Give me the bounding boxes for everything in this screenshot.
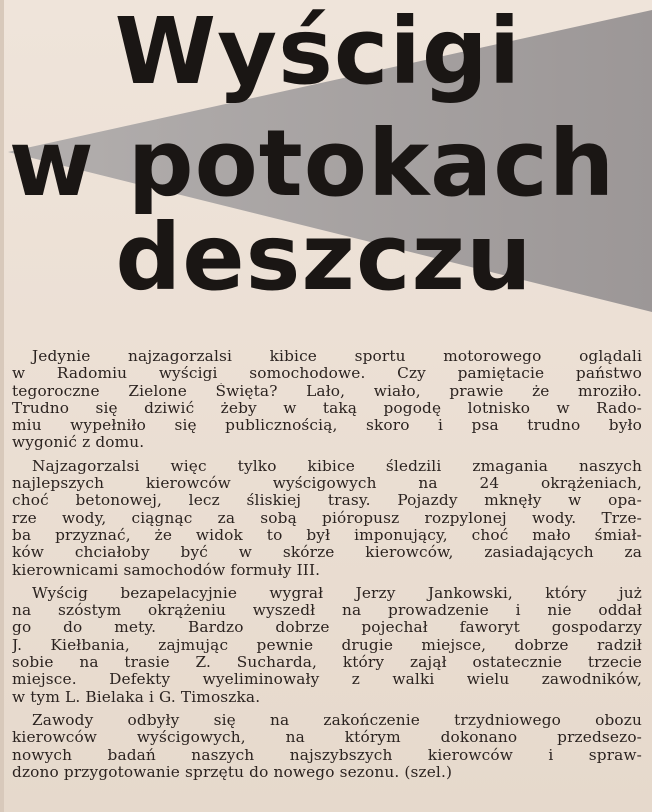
text-line: choć betonowej, lecz śliskiej trasy. Pojazdy mknęły w opa- xyxy=(12,492,642,510)
headline xyxy=(0,0,652,320)
headline-line-1: Wyścigi xyxy=(114,0,522,105)
text-line: J. Kiełbania, zajmując pewnie drugie miejsce, dobrze radził xyxy=(12,636,642,654)
text-line: Trudno się dziwić żeby w taką pogodę lotnisko w Rado- xyxy=(12,399,642,417)
headline-line-2: w potokach xyxy=(8,110,616,217)
article-paragraph-4 xyxy=(12,712,642,781)
text-line: tegoroczne Zielone Święta? Lało, wiało, prawie że mroziło. xyxy=(12,382,642,400)
text-line: miejsce. Defekty wyeliminowały z walki wielu zawodników, xyxy=(12,671,642,689)
text-line: w tym L. Bielaka i G. Timoszka. xyxy=(12,688,261,706)
text-line: wygonić z domu. xyxy=(12,434,145,452)
text-line: w Radomiu wyścigi somochodowe. Czy pamiętacie państwo xyxy=(12,365,642,383)
article-body xyxy=(12,348,642,787)
text-line: kierowców wyścigowych, na którym dokonano przedsezo- xyxy=(12,729,642,747)
text-line: nowych badań naszych najszybszych kierowców i spraw- xyxy=(12,746,642,764)
text-line: Najzagorzalsi więc tylko kibice śledzili zmagania naszych xyxy=(32,457,642,475)
article-paragraph-2 xyxy=(12,458,642,579)
text-line: ków chciałoby być w skórze kierowców, zasiadających za xyxy=(12,544,642,562)
text-line: miu wypełniło się publicznością, skoro i psa trudno było xyxy=(12,417,642,435)
text-line: Zawody odbyły się na zakończenie trzydniowego obozu xyxy=(32,711,642,729)
text-line: na szóstym okrążeniu wyszedł na prowadzenie i nie oddał xyxy=(12,602,642,620)
article-paragraph-1 xyxy=(12,348,642,452)
article-paragraph-3 xyxy=(12,585,642,706)
headline-line-3: deszczu xyxy=(115,204,533,311)
text-line: Jedynie najzagorzalsi kibice sportu motorowego oglądali xyxy=(32,348,642,365)
text-line: sobie na trasie Z. Sucharda, który zajął ostatecznie trzecie xyxy=(12,654,642,672)
text-line: dzono przygotowanie sprzętu do nowego sezonu. (szel.) xyxy=(12,763,453,781)
text-line: kierownicami samochodów formuły III. xyxy=(12,561,321,579)
text-line: rze wody, ciągnąc za sobą pióropusz rozpylonej wody. Trze- xyxy=(12,509,642,527)
text-line: Wyścig bezapelacyjnie wygrał Jerzy Jankowski, który już xyxy=(32,584,642,602)
text-line: ba przyznać, że widok to był imponujący, choć mało śmiał- xyxy=(12,526,642,544)
text-line: go do mety. Bardzo dobrze pojechał faworyt gospodarzy xyxy=(12,619,642,637)
text-line: najlepszych kierowców wyścigowych na 24 okrążeniach, xyxy=(12,475,642,493)
